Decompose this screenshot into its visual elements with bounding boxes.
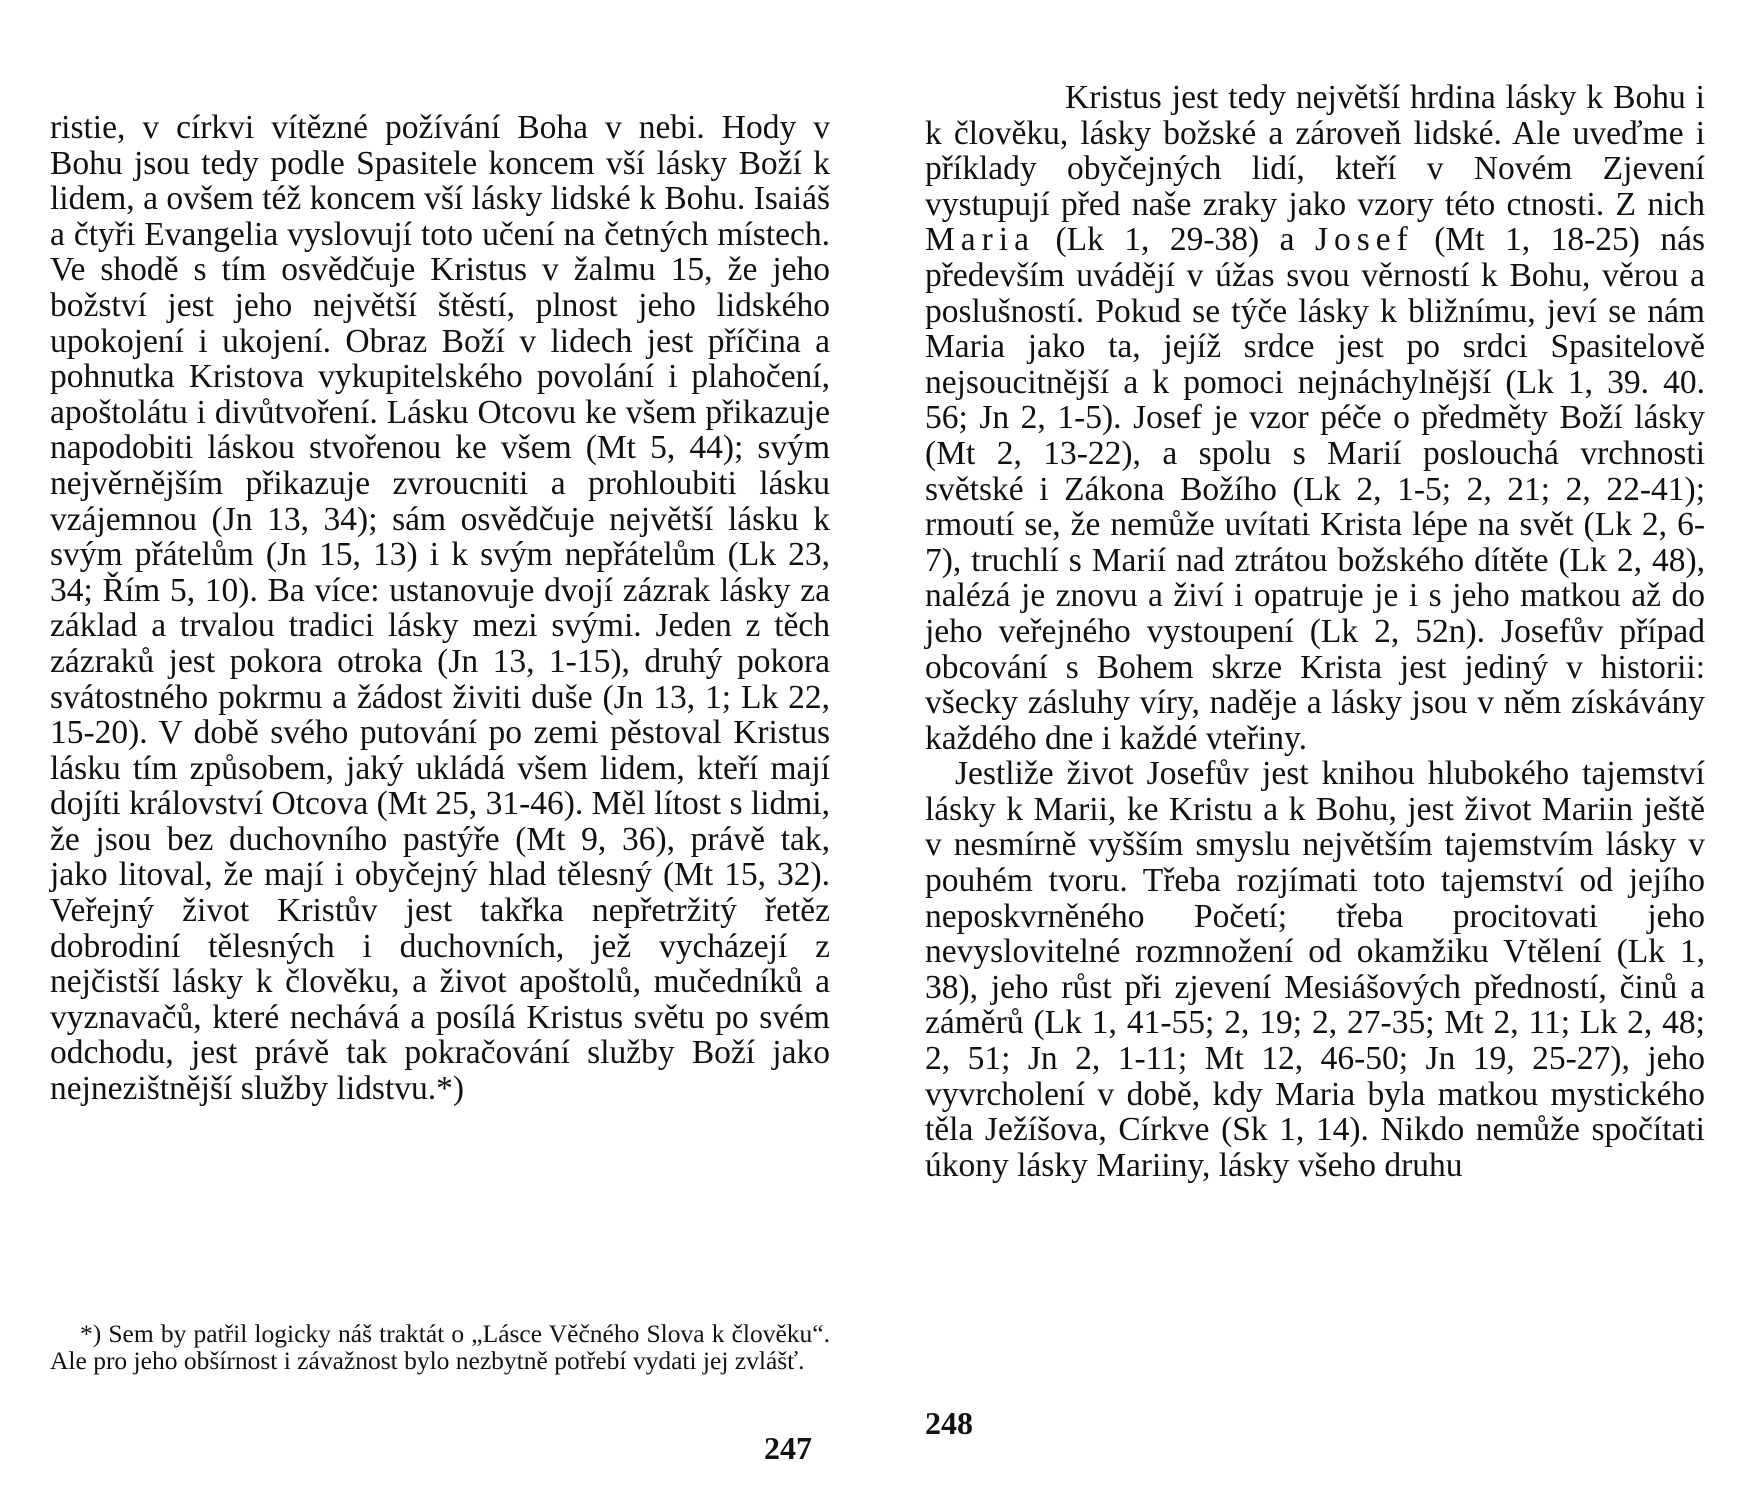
right-p1-intro: Kristus jest tedy největší hrdina lásky k Bohu i k člověku, lásky božské a zároveň lidské. Ale uveďme i příklady obyčejných lidí, kteří v Novém Zjevení vystupují před naše zraky jako vzory této ctnosti. Z nich bbox=[925, 79, 1705, 223]
left-footnote: *) Sem by patřil logicky náš traktát o „Lásce Věčného Slova k člověku“. Ale pro jeho obšírnost i závažnost bylo nezbytně potřebí vydati jej zvlášť. bbox=[50, 1319, 830, 1375]
right-paragraph-1 bbox=[925, 80, 1705, 756]
left-page-body bbox=[50, 110, 830, 1107]
right-p1-rest: (Mt 1, 18-25) nás především uvádějí v úžas svou věrností k Bohu, věrou a poslušností. Pokud se týče lásky k bližnímu, jeví se nám Maria jako ta, jejíž srdce jest po srdci Spasitelově nejsoucitnější a k pomoci nejnáchylnější (Lk 1, 39. 40. 56; Jn 2, 1-5). Josef je vzor péče o předměty Boží lásky (Mt 2, 13-22), a spolu s Marií poslouchá vrchnosti světské i Zákona Božího (Lk 2, 1-5; 2, 21; 2, 22-41); rmoutí se, že nemůže uvítati Krista lépe na svět (Lk 2, 6-7), truchlí s Marií nad ztrátou božského dítěte (Lk 2, 48), nalézá je znovu a živí i opatruje je i s jeho matkou až do jeho veřejného vystoupení (Lk 2, 52n). Josefův případ obcování s Bohem skrze Krista jest jediný v historii: všecky zásluhy víry, naděje a lásky jsou v něm získávány každého dne i každé vteřiny. bbox=[925, 221, 1705, 757]
right-page-body bbox=[925, 80, 1705, 1183]
left-paragraph: ristie, v církvi vítězné požívání Boha v nebi. Hody v Bohu jsou tedy podle Spasitele koncem vší lásky Boží k lidem, a ovšem též koncem vší lásky lidské k Bohu. Isaiáš a čtyři Evangelia vyslovují toto učení na četných místech. Ve shodě s tím osvědčuje Kristus v žalmu 15, že jeho božství jest jeho největší štěstí, plnost jeho lidského upokojení i ukojení. Obraz Boží v lidech jest příčina a pohnutka Kristova vykupitelského povolání i plahočení, apoštolátu i divůtvoření. Lásku Otcovu ke všem přikazuje napodobiti láskou stvořenou ke všem (Mt 5, 44); svým nejvěrnějším přikazuje zvroucniti a prohloubiti lásku vzájemnou (Jn 13, 34); sám osvědčuje největší lásku k svým přátelům (Jn 15, 13) i k svým nepřátelům (Lk 23, 34; Řím 5, 10). Ba více: ustanovuje dvojí zázrak lásky za základ a trvalou tradici lásky mezi svými. Jeden z těch zázraků jest pokora otroka (Jn 13, 1-15), druhý pokora svátostného pokrmu a žádost živiti duše (Jn 13, 1; Lk 22, 15-20). V době svého putování po zemi pěstoval Kristus lásku tím způsobem, jaký ukládá všem lidem, kteří mají dojíti království Otcova (Mt 25, 31-46). Měl lítost s lidmi, že jsou bez duchovního pastýře (Mt 9, 36), právě tak, jako litoval, že mají i obyčejný hlad tělesný (Mt 15, 32). Veřejný život Kristův jest takřka nepřetržitý řetěz dobrodiní tělesných i duchovních, jež vycházejí z nejčistší lásky k člověku, a život apoštolů, mučedníků a vyznavačů, které nechává a posílá Kristus světu po svém odchodu, jest právě tak pokračování služby Boží jako nejnezištnější služby lidstvu.*) bbox=[50, 109, 830, 1108]
name-maria: Maria bbox=[925, 221, 1035, 259]
right-page-number: 248 bbox=[925, 1405, 973, 1441]
right-p1-mid: (Lk 1, 29-38) a bbox=[1035, 221, 1315, 259]
right-paragraph-2: Jestliže život Josefův jest knihou hlubokého tajemství lásky k Marii, ke Kristu a k Bohu, jest život Mariin ještě v nesmírně vyšším smyslu největším tajemstvím lásky v pouhém tvoru. Třeba rozjímati toto tajemství od jejího neposkvrněného Početí; třeba procitovati jeho nevyslovitelné rozmnožení od okamžiku Vtělení (Lk 1, 38), jeho růst při zjevení Mesiášových předností, činů a záměrů (Lk 1, 41-55; 2, 19; 2, 27-35; Mt 2, 11; Lk 2, 48; 2, 51; Jn 2, 1-11; Mt 12, 46-50; Jn 19, 25-27), jeho vyvrcholení v době, kdy Maria byla matkou mystického těla Ježíšova, Církve (Sk 1, 14). Nikdo nemůže spočítati úkony lásky Mariiny, lásky všeho druhu bbox=[925, 755, 1705, 1184]
name-josef: Josef bbox=[1314, 221, 1414, 259]
left-page-number: 247 bbox=[764, 1430, 812, 1466]
